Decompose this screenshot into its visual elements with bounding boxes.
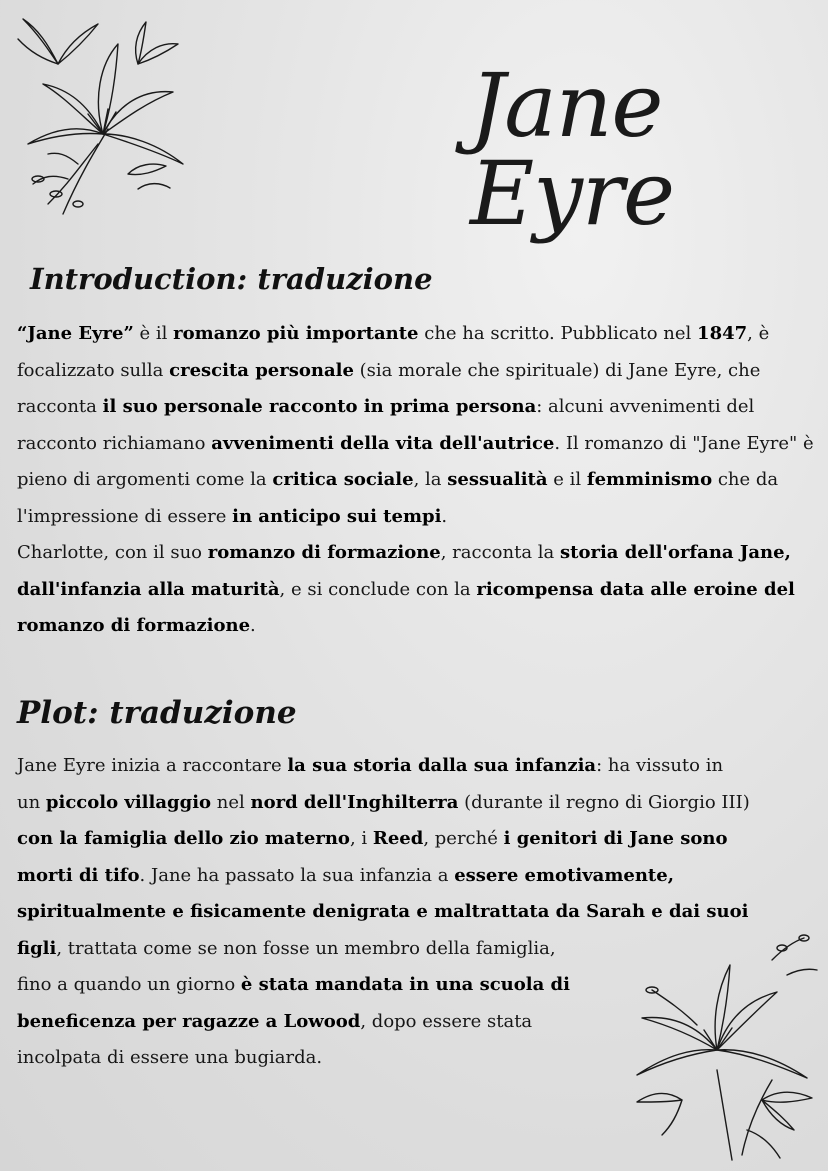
intro-bold-text: ricompensa data alle eroine del romanzo di formazione <box>17 578 795 636</box>
intro-heading: Introduction: traduzione <box>30 262 433 296</box>
document-title: Jane Eyre <box>470 54 675 245</box>
plot-text: incolpata di essere una bugiarda. <box>17 1047 323 1068</box>
intro-text: . <box>250 615 256 636</box>
intro-text: Charlotte, con il suo <box>17 542 208 563</box>
plot-bold-text: spiritualmente e fisicamente denigrata e maltrattata da Sarah e dai suoi <box>17 901 749 922</box>
intro-bold-text: femminismo <box>586 469 713 490</box>
intro-bold-text: “Jane Eyre” <box>17 323 134 344</box>
plot-text: , i <box>349 828 373 849</box>
intro-bold-text: storia dell'orfana Jane, dall'infanzia alla maturità <box>17 542 791 600</box>
intro-text: , è focalizzato sulla <box>17 323 770 381</box>
intro-bold-text: il suo personale racconto in prima persona <box>102 396 537 417</box>
intro-bold-text: sessualità <box>447 469 548 490</box>
plot-bold-text: piccolo villaggio <box>45 791 212 813</box>
intro-text: , racconta la <box>440 542 561 563</box>
intro-text: . <box>441 505 448 527</box>
plot-bold-text: la sua storia dalla sua infanzia <box>287 755 597 776</box>
plot-text: , trattata come se non fosse un membro della famiglia, <box>56 937 556 959</box>
intro-bold-text: crescita personale <box>169 359 354 381</box>
intro-bold-text: in anticipo sui tempi <box>232 505 442 527</box>
plot-bold-text: i genitori di Jane sono <box>503 828 728 849</box>
intro-text: che ha scritto. Pubblicato nel <box>418 323 698 344</box>
plot-text: : ha vissuto in <box>596 755 724 776</box>
plot-bold-text: con la famiglia dello zio materno <box>17 828 350 849</box>
plot-text: , dopo essere stata <box>360 1010 533 1032</box>
intro-text: . Il romanzo di "Jane Eyre" è pieno di argomenti come la <box>17 432 814 490</box>
plot-bold-text: è stata mandata in una scuola di <box>240 974 570 995</box>
lily-bouquet-bottom-right-icon <box>622 930 822 1165</box>
lily-bouquet-top-left-icon <box>8 4 198 224</box>
intro-bold-text: romanzo più importante <box>173 323 419 344</box>
intro-paragraph <box>17 316 817 645</box>
intro-text: è il <box>133 323 174 344</box>
plot-bold-text: figli <box>17 937 57 959</box>
plot-bold-text: essere emotivamente, <box>454 864 674 886</box>
intro-bold-text: avvenimenti della vita dell'autrice <box>211 432 555 454</box>
intro-text: , e si conclude con la <box>279 578 477 600</box>
intro-text: , la <box>413 469 448 490</box>
intro-bold-text: 1847 <box>697 323 748 344</box>
plot-text: , perché <box>423 828 504 849</box>
intro-text: : alcuni avvenimenti del racconto richiamano <box>17 396 755 454</box>
plot-text: nel <box>211 791 251 813</box>
intro-bold-text: critica sociale <box>272 469 414 490</box>
plot-text: Jane Eyre inizia a raccontare <box>17 755 288 776</box>
plot-text: (durante il regno di Giorgio III) <box>458 791 750 813</box>
plot-bold-text: Reed <box>372 828 424 849</box>
plot-bold-text: nord dell'Inghilterra <box>250 791 459 813</box>
intro-text: e il <box>547 469 587 490</box>
plot-heading: Plot: traduzione <box>17 695 297 731</box>
plot-bold-text: beneficenza per ragazze a Lowood <box>17 1010 361 1032</box>
plot-bold-text: morti di tifo <box>17 864 140 886</box>
intro-text: che da l'impressione di essere <box>17 469 779 527</box>
plot-text: . Jane ha passato la sua infanzia a <box>139 864 455 886</box>
plot-text: fino a quando un giorno <box>17 974 241 995</box>
intro-text: (sia morale che spirituale) di Jane Eyre, che racconta <box>17 359 761 417</box>
plot-text: un <box>17 791 46 813</box>
intro-bold-text: romanzo di formazione <box>207 542 441 563</box>
